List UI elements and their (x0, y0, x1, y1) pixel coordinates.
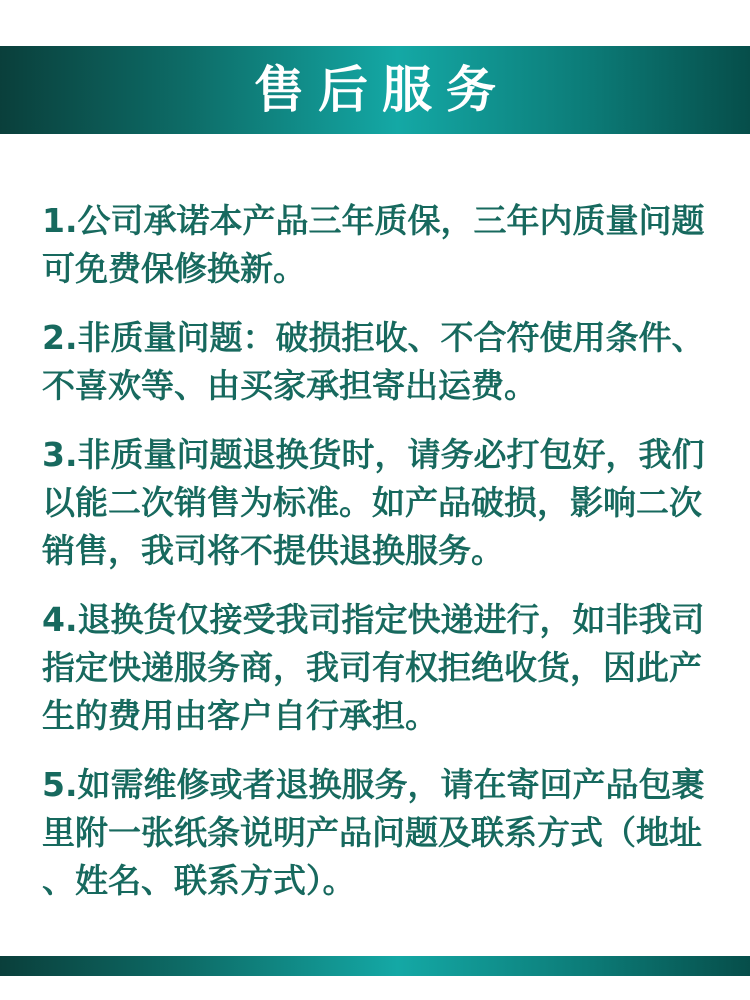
policy-item-5: 5.如需维修或者退换服务，请在寄回产品包裹里附一张纸条说明产品问题及联系方式（地址、姓名、联系方式）。 (42, 765, 705, 900)
policy-item-2: 2.非质量问题：破损拒收、不合符使用条件、不喜欢等、由买家承担寄出运费。 (42, 318, 705, 405)
policy-list (42, 134, 708, 926)
policy-item-4: 4.退换货仅接受我司指定快递进行，如非我司指定快递服务商，我司有权拒绝收货，因此产生的费用由客户自行承担。 (42, 600, 705, 735)
policy-item-1: 1.公司承诺本产品三年质保，三年内质量问题可免费保修换新。 (42, 201, 705, 288)
policy-item-3: 3.非质量问题退换货时，请务必打包好，我们以能二次销售为标准。如产品破损，影响二次销售，我司将不提供退换服务。 (42, 435, 705, 570)
page-title: 售后服务 (254, 61, 510, 119)
header-banner (0, 46, 750, 134)
footer-divider-strip (0, 956, 750, 976)
